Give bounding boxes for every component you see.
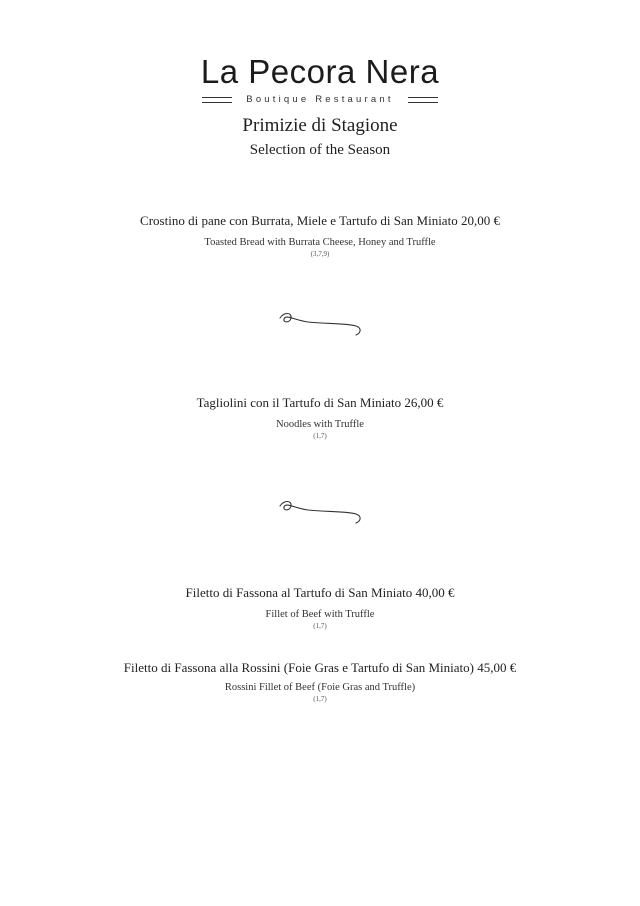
menu-item-description: Noodles with Truffle bbox=[276, 419, 364, 430]
menu-item-description: Toasted Bread with Burrata Cheese, Honey and Truffle bbox=[204, 237, 436, 248]
flourish-divider-icon bbox=[278, 496, 362, 526]
menu-item bbox=[0, 659, 640, 704]
menu-item-allergens: (1,7) bbox=[313, 432, 327, 440]
flourish-divider-icon bbox=[278, 308, 362, 338]
menu-item-allergens: (3,7,9) bbox=[310, 250, 330, 258]
menu-item-allergens: (1,7) bbox=[313, 695, 327, 703]
menu-item-description: Fillet of Beef with Truffle bbox=[265, 609, 375, 620]
logo-subtitle: Boutique Restaurant bbox=[246, 94, 394, 105]
menu-item-allergens: (1,7) bbox=[313, 622, 327, 630]
menu-item-name: Filetto di Fassona al Tartufo di San Miniato 40,00 € bbox=[185, 585, 455, 600]
section-title: Primizie di Stagione bbox=[242, 115, 398, 136]
menu-item-name: Crostino di pane con Burrata, Miele e Tartufo di San Miniato 20,00 € bbox=[140, 213, 500, 228]
menu-item-description: Rossini Fillet of Beef (Foie Gras and Truffle) bbox=[224, 682, 416, 693]
menu-item-name: Tagliolini con il Tartufo di San Miniato 26,00 € bbox=[196, 395, 444, 410]
menu-item-name: Filetto di Fassona alla Rossini (Foie Gras e Tartufo di San Miniato) 45,00 € bbox=[123, 660, 517, 675]
logo-rule-left bbox=[202, 97, 232, 103]
restaurant-logo bbox=[0, 52, 640, 106]
section-subtitle: Selection of the Season bbox=[249, 142, 391, 158]
menu-item bbox=[0, 584, 640, 631]
logo-name: La Pecora Nera bbox=[200, 53, 440, 90]
menu-item bbox=[0, 212, 640, 259]
logo-rule-right bbox=[408, 97, 438, 103]
menu-item bbox=[0, 394, 640, 441]
logo-subtitle-row bbox=[0, 94, 640, 106]
